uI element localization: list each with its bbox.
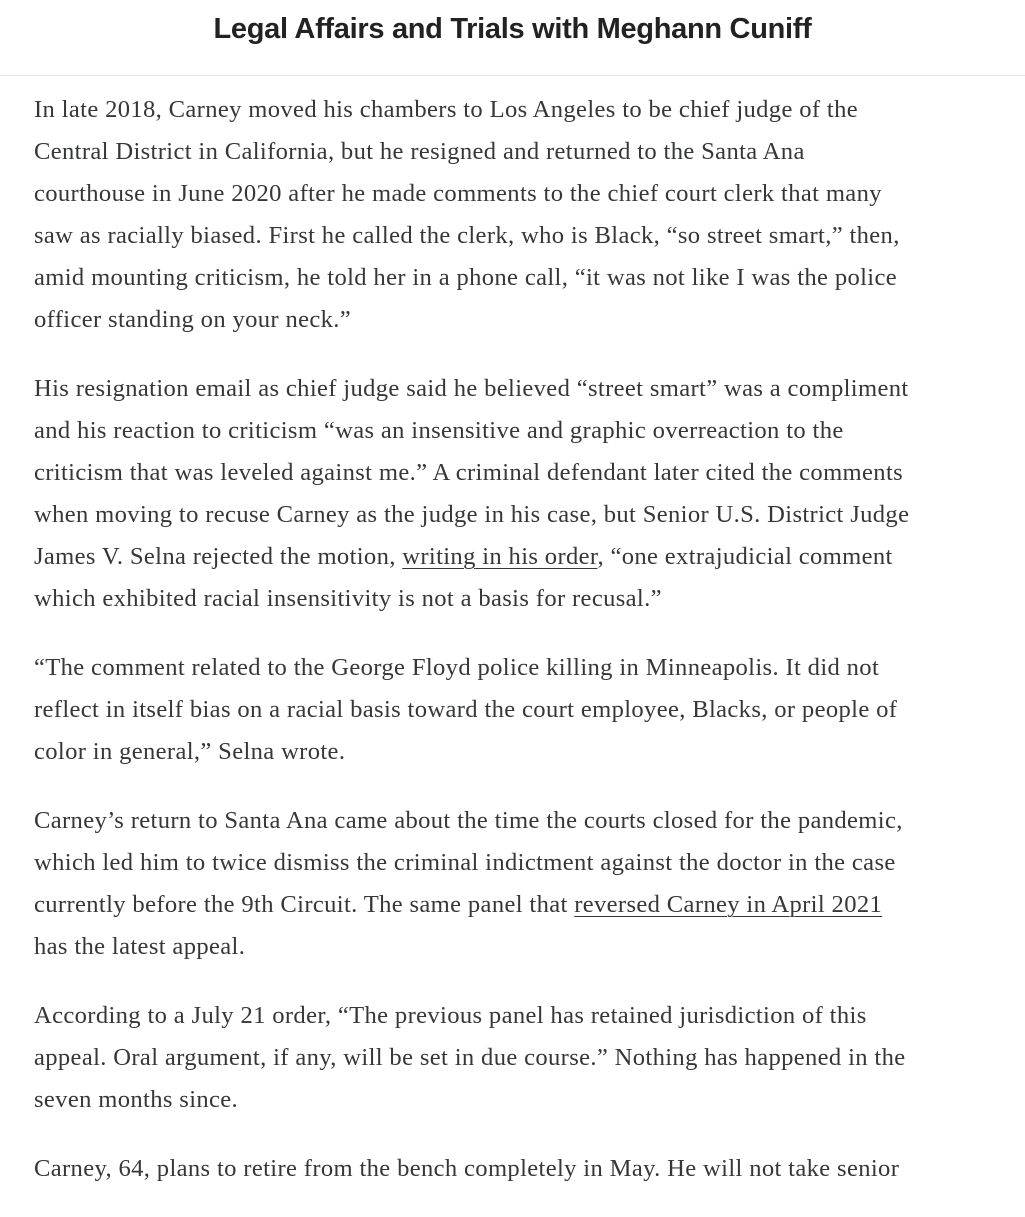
paragraph-line: James V. Selna rejected the motion, [34,543,403,570]
paragraph-line: According to a July 21 order, “The previous panel has retained jurisdiction of this [34,1002,867,1029]
paragraph-2 [34,368,1025,620]
paragraph-line: officer standing on your neck.” [34,306,352,333]
paragraph-line: has the latest appeal. [34,933,246,960]
paragraph-5 [34,995,1025,1121]
order-link[interactable]: writing in his order [402,543,598,570]
paragraph-line: appeal. Oral argument, if any, will be set in due course.” Nothing has happened in the [34,1044,906,1071]
paragraph-line: Carney, 64, plans to retire from the bench completely in May. He will not take senior [34,1155,900,1182]
article-body [34,89,1025,1217]
paragraph-line: courthouse in June 2020 after he made comments to the chief court clerk that many [34,180,882,207]
paragraph-line: criticism that was leveled against me.” A criminal defendant later cited the comments [34,459,904,486]
paragraph-line: seven months since. [34,1086,239,1113]
paragraph-line: , “one extrajudicial comment [597,543,893,570]
reversal-link[interactable]: reversed Carney in April 2021 [574,891,883,918]
publication-header [0,0,1025,76]
paragraph-6 [34,1148,1025,1190]
paragraph-line: which exhibited racial insensitivity is not a basis for recusal.” [34,585,662,612]
paragraph-line: reflect in itself bias on a racial basis toward the court employee, Blacks, or people of [34,696,898,723]
paragraph-4 [34,800,1025,968]
paragraph-line: Carney’s return to Santa Ana came about the time the courts closed for the pandemic, [34,807,903,834]
paragraph-line: saw as racially biased. First he called the clerk, who is Black, “so street smart,” then, [34,222,900,249]
paragraph-line: and his reaction to criticism “was an insensitive and graphic overreaction to the [34,417,844,444]
paragraph-line: currently before the 9th Circuit. The same panel that [34,891,575,918]
paragraph-1 [34,89,1025,341]
paragraph-line: which led him to twice dismiss the criminal indictment against the doctor in the case [34,849,896,876]
paragraph-line: “The comment related to the George Floyd police killing in Minneapolis. It did not [34,654,880,681]
paragraph-3 [34,647,1025,773]
paragraph-line: In late 2018, Carney moved his chambers to Los Angeles to be chief judge of the [34,96,859,123]
paragraph-line: amid mounting criticism, he told her in a phone call, “it was not like I was the police [34,264,898,291]
paragraph-line: when moving to recuse Carney as the judge in his case, but Senior U.S. District Judge [34,501,910,528]
paragraph-line: His resignation email as chief judge said he believed “street smart” was a compliment [34,375,909,402]
paragraph-line: color in general,” Selna wrote. [34,738,346,765]
publication-title[interactable]: Legal Affairs and Trials with Meghann Cuniff [213,13,812,45]
paragraph-line: Central District in California, but he resigned and returned to the Santa Ana [34,138,805,165]
